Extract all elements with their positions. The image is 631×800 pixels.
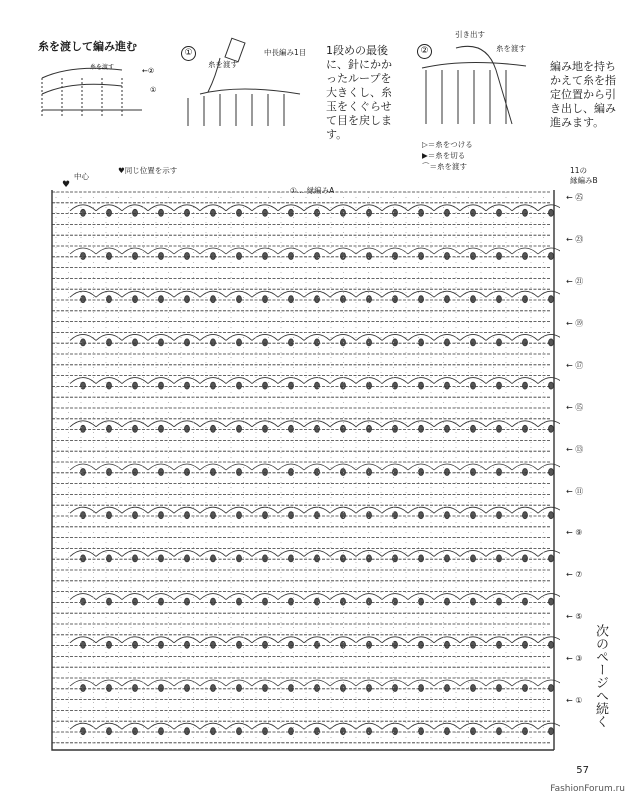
section-title: 糸を渡して編み進む [38, 40, 137, 53]
step1-label-top: 中長編み1目 [264, 48, 307, 57]
legend-edge-b-bottom: 縁編みB [570, 176, 598, 185]
continue-text: 次のページへ続く [593, 624, 608, 728]
row-label: ← ⑮ [566, 403, 584, 412]
row-label: ← ⑲ [566, 319, 584, 328]
row-label: ← ㉕ [566, 193, 584, 202]
row-label: ← ⑪ [566, 487, 584, 496]
svg-text:糸を渡す: 糸を渡す [90, 64, 115, 71]
row-label: ← ⑤ [566, 612, 583, 621]
row-label: ← ① [566, 696, 583, 705]
step1-text: 1段めの最後 に、針にかか ったループを 大きくし、糸 玉をくぐらせ て目を戻しま す。 [326, 44, 392, 141]
row-label: ← ⑬ [566, 445, 584, 454]
legend-attach: ▷＝糸をつける [422, 140, 473, 149]
row-label: ← ⑨ [566, 528, 583, 537]
heart-icon: ♥ [62, 180, 71, 190]
legend-edge-b-top: 11の [570, 166, 588, 175]
legend-edge-a: ①… 縁編みA [290, 186, 335, 195]
svg-text:←②: ←② [142, 67, 155, 75]
legend-carry: ⌒＝糸を渡す [422, 162, 467, 171]
row-label: ← ㉑ [566, 277, 584, 286]
step2-label-pull: 引き出す [455, 30, 485, 39]
step1-number: ① [181, 40, 196, 61]
crochet-chart [48, 186, 560, 754]
step2-number: ② [417, 38, 432, 59]
svg-text:①: ① [150, 86, 157, 94]
step2-text: 編み地を持ち かえて糸を指 定位置から引 き出し、編み 進みます。 [550, 60, 616, 129]
row-label: ← ③ [566, 654, 583, 663]
legend-same-position: ♥同じ位置を示す [118, 166, 178, 175]
legend-center: 中心 [74, 172, 89, 181]
legend-cut: ▶＝糸を切る [422, 151, 466, 160]
page-number: 57 [576, 765, 589, 776]
carry-yarn-diagram [32, 56, 167, 126]
step1-label-yarn: 糸を渡す [208, 60, 238, 69]
row-label: ← ㉓ [566, 235, 584, 244]
watermark: FashionForum.ru [550, 784, 625, 794]
row-label: ← ⑰ [566, 361, 584, 370]
step2-label-yarn: 糸を渡す [496, 44, 526, 53]
row-label: ← ⑦ [566, 570, 583, 579]
